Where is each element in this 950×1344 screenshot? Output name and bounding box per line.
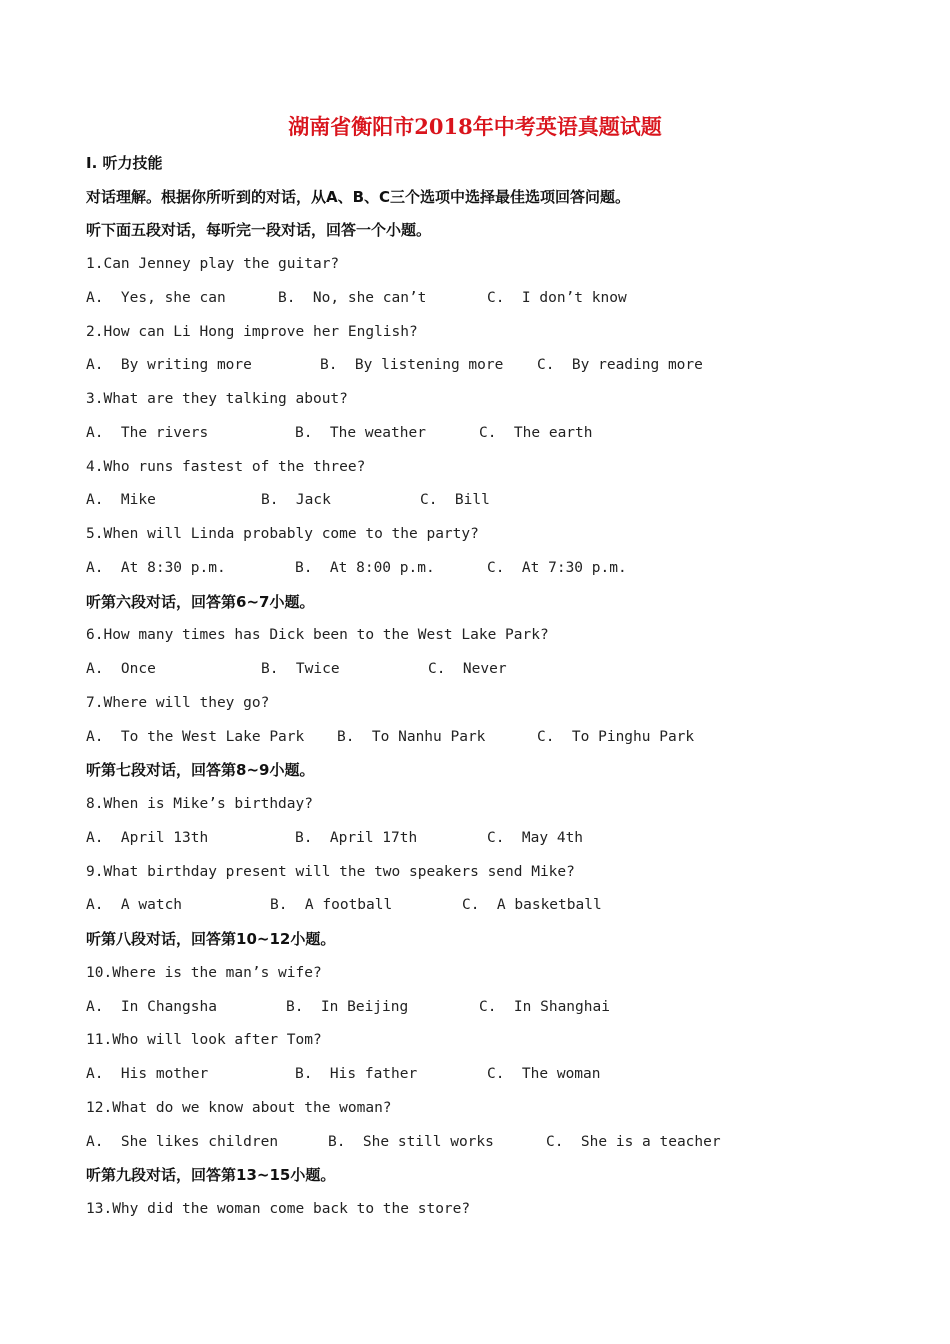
q1-option-b: B. No, she can’t xyxy=(278,290,427,306)
section-heading: Ⅰ. 听力技能 xyxy=(86,154,163,172)
question-8: 8.When is Mike’s birthday? xyxy=(86,796,313,812)
question-7: 7.Where will they go? xyxy=(86,695,270,711)
group-heading-6: 听第六段对话，回答第6~7小题。 xyxy=(86,593,315,611)
q8-option-a: A. April 13th xyxy=(86,830,209,846)
question-4: 4.Who runs fastest of the three? xyxy=(86,459,366,475)
q8-option-c: C. May 4th xyxy=(487,830,584,846)
question-5: 5.When will Linda probably come to the party? xyxy=(86,526,479,542)
q1-option-a: A. Yes, she can xyxy=(86,290,226,306)
question-12: 12.What do we know about the woman? xyxy=(86,1100,392,1116)
q11-option-b: B. His father xyxy=(295,1066,418,1082)
q6-option-a: A. Once xyxy=(86,661,156,677)
q4-option-b: B. Jack xyxy=(261,492,331,508)
q12-option-c: C. She is a teacher xyxy=(546,1134,721,1150)
q4-option-a: A. Mike xyxy=(86,492,156,508)
q10-option-a: A. In Changsha xyxy=(86,999,217,1015)
q5-option-a: A. At 8:30 p.m. xyxy=(86,560,226,576)
q11-option-c: C. The woman xyxy=(487,1066,601,1082)
q2-option-a: A. By writing more xyxy=(86,357,252,373)
q3-option-c: C. The earth xyxy=(479,425,593,441)
q12-option-b: B. She still works xyxy=(328,1134,494,1150)
q4-option-c: C. Bill xyxy=(420,492,490,508)
page-title: 湖南省衡阳市2018年中考英语真题试题 xyxy=(288,114,662,139)
q7-option-b: B. To Nanhu Park xyxy=(337,729,486,745)
q2-option-c: C. By reading more xyxy=(537,357,703,373)
q12-option-a: A. She likes children xyxy=(86,1134,279,1150)
question-1: 1.Can Jenney play the guitar? xyxy=(86,256,340,272)
q10-option-b: B. In Beijing xyxy=(286,999,409,1015)
q6-option-b: B. Twice xyxy=(261,661,340,677)
question-6: 6.How many times has Dick been to the West Lake Park? xyxy=(86,627,549,643)
q1-option-c: C. I don’t know xyxy=(487,290,627,306)
group-heading-7: 听第七段对话，回答第8~9小题。 xyxy=(86,761,315,779)
q3-option-a: A. The rivers xyxy=(86,425,209,441)
group-heading-8: 听第八段对话，回答第10~12小题。 xyxy=(86,930,336,948)
q8-option-b: B. April 17th xyxy=(295,830,418,846)
instruction-dialogue: 对话理解。根据你所听到的对话，从A、B、C三个选项中选择最佳选项回答问题。 xyxy=(86,188,631,206)
group-heading-9: 听第九段对话，回答第13~15小题。 xyxy=(86,1166,336,1184)
q7-option-c: C. To Pinghu Park xyxy=(537,729,695,745)
q9-option-c: C. A basketball xyxy=(462,897,602,913)
q6-option-c: C. Never xyxy=(428,661,507,677)
q5-option-b: B. At 8:00 p.m. xyxy=(295,560,435,576)
instruction-five-dialogues: 听下面五段对话，每听完一段对话，回答一个小题。 xyxy=(86,221,432,239)
q9-option-a: A. A watch xyxy=(86,897,183,913)
question-13: 13.Why did the woman come back to the store? xyxy=(86,1201,471,1217)
question-9: 9.What birthday present will the two speakers send Mike? xyxy=(86,864,575,880)
q9-option-b: B. A football xyxy=(270,897,393,913)
question-10: 10.Where is the man’s wife? xyxy=(86,965,322,981)
q7-option-a: A. To the West Lake Park xyxy=(86,729,305,745)
q10-option-c: C. In Shanghai xyxy=(479,999,610,1015)
question-3: 3.What are they talking about? xyxy=(86,391,348,407)
q2-option-b: B. By listening more xyxy=(320,357,504,373)
q5-option-c: C. At 7:30 p.m. xyxy=(487,560,627,576)
question-2: 2.How can Li Hong improve her English? xyxy=(86,324,418,340)
q3-option-b: B. The weather xyxy=(295,425,426,441)
question-11: 11.Who will look after Tom? xyxy=(86,1032,322,1048)
q11-option-a: A. His mother xyxy=(86,1066,209,1082)
